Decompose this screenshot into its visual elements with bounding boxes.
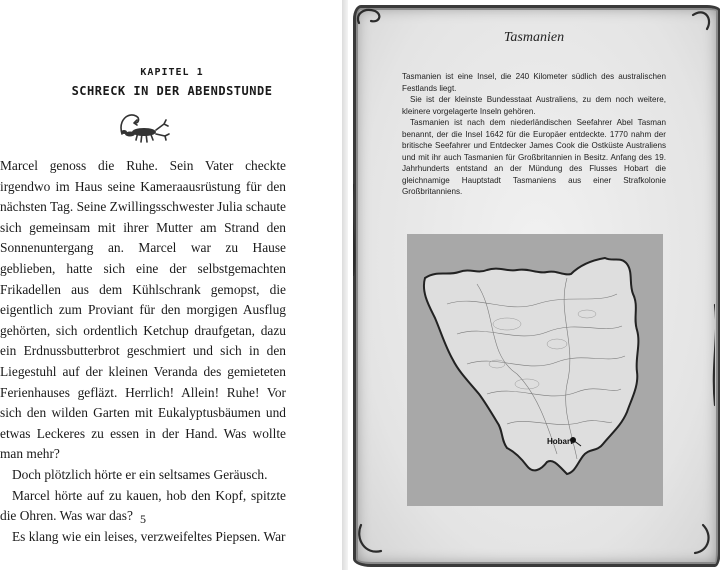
info-paragraph-1: Tasmanien ist eine Insel, die 240 Kilometer südlich des australischen Festlands liegt.	[402, 72, 666, 93]
story-paragraph-2: Doch plötzlich hörte er ein seltsames Geräusch.	[12, 466, 268, 482]
story-paragraph-4: Es klang wie ein leises, verzweifeltes Piepsen. War	[12, 528, 286, 544]
story-paragraph-1: Marcel genoss die Ruhe. Sein Vater checkte irgendwo im Haus seine Kameraausrüstung für den nächsten Tag. Seine Zwillingsschwester Julia schaute sich gemeinsam mit ihrer Mutter am Strand den Sonnenuntergang an. Marcel war zu Hause geblieben, hatte sich eine der selbstgemachten Frikadellen aus dem Kühlschrank gemopst, die eigentlich zum Proviant für den morgigen Ausflug gehörten, sich ordentlich Ketchup draufgetan, dazu ein Erdnussbutterbrot geschmiert und sich in den Liegestuhl auf der kleinen Veranda des gemieteten Ferienhauses gefläzt. Herrlich! Allein! Ruhe! Vor sich den wilden Garten mit Eukalyptusbäumen und etwas Leckeres zu essen in der Hand. Was wollte man mehr?	[0, 158, 286, 462]
hobart-label: Hobart	[547, 437, 573, 446]
info-text	[402, 71, 666, 198]
story-paragraph-3: Marcel hörte auf zu kauen, hob den Kopf, spitzte die Ohren. Was war das?	[0, 487, 286, 524]
story-text	[0, 156, 286, 547]
info-paragraph-2: Sie ist der kleinste Bundesstaat Australiens, zu dem noch weitere, kleinere vorgelagerte Inseln gehören.	[402, 95, 666, 116]
tasmania-island-shape	[407, 234, 663, 506]
chapter-title: SCHRECK IN DER ABENDSTUNDE	[71, 84, 273, 98]
info-title: Tasmanien	[503, 30, 565, 45]
tasmania-map	[407, 234, 663, 506]
info-paragraph-3: Tasmanien ist nach dem niederländischen Seefahrer Abel Tasman benannt, der die Insel 1642 für die Europäer entdeckte. 1770 nahm der britische Seefahrer und Entdecker James Cook die Ostküste Australiens und mit ihr auch Tasmanien für Großbritannien in Besitz. Anfang des 19. Jahrhunderts entstand an der Mündung des Flusses Hobart die gleichnamige Hauptstadt Tasmaniens aus einer Strafkolonie Großbritanniens.	[402, 118, 666, 197]
page-number: 5	[140, 512, 146, 526]
scorpion-icon	[108, 108, 172, 146]
chapter-label: KAPITEL 1	[140, 67, 204, 78]
